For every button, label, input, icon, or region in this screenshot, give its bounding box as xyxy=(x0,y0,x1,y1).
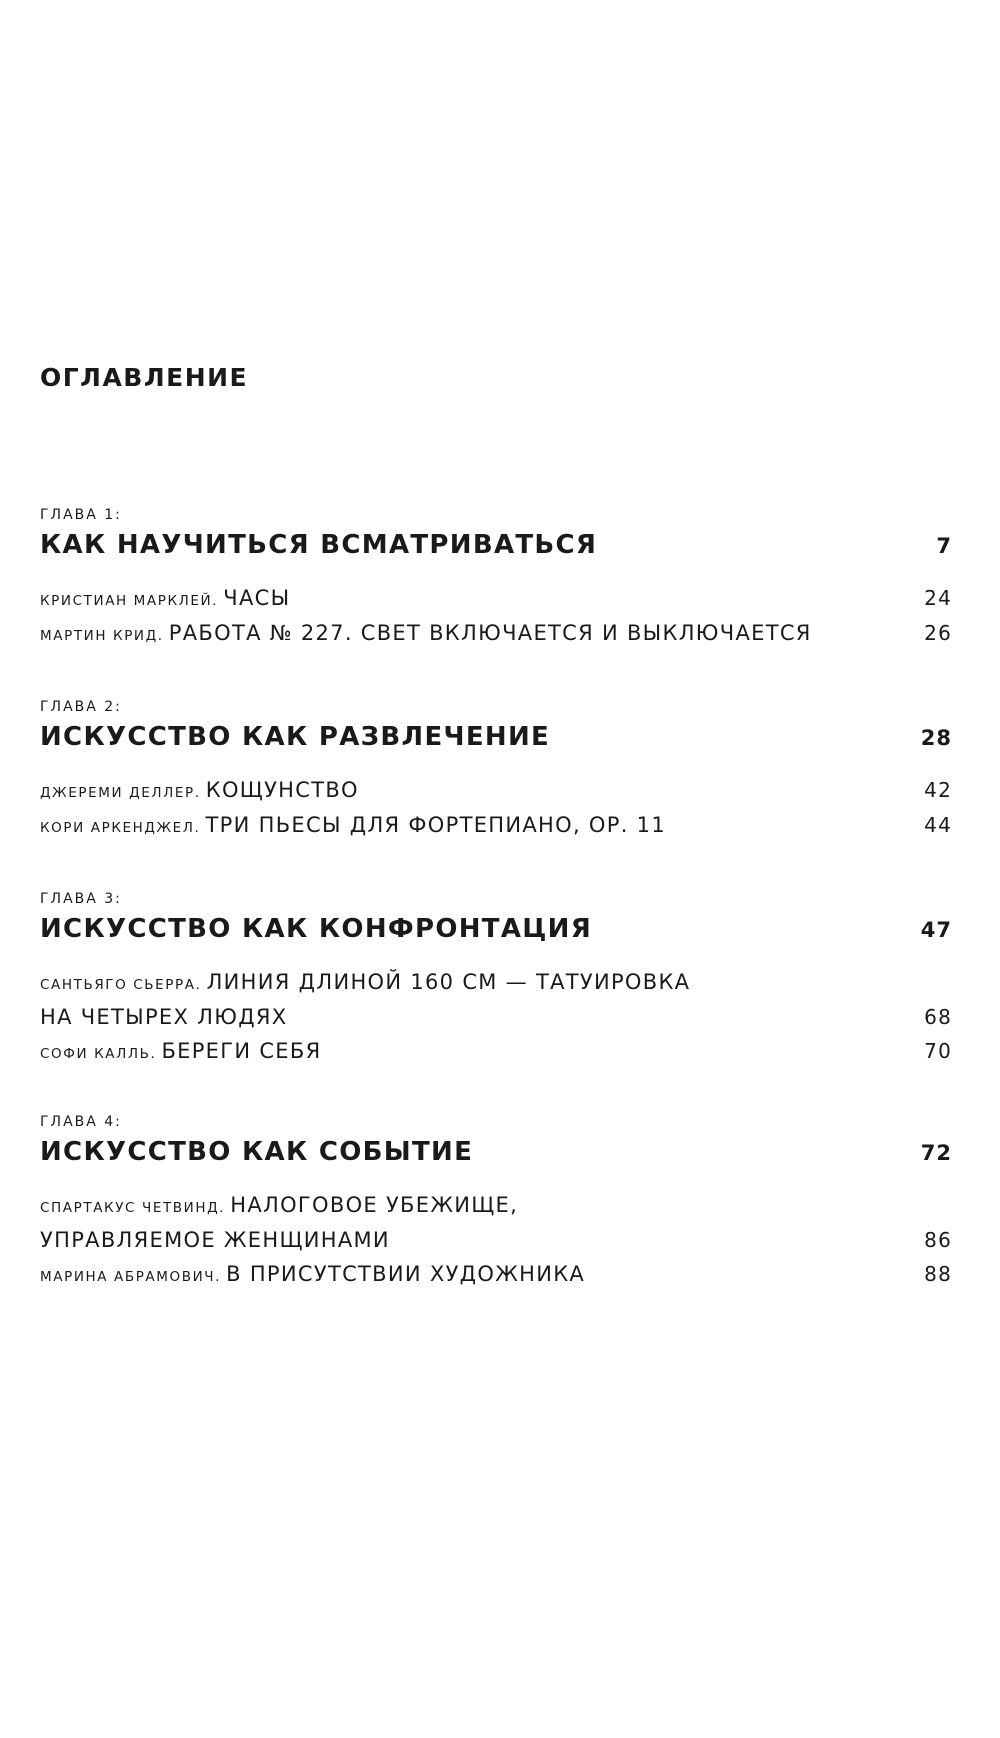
toc-entry[interactable] xyxy=(40,966,952,1001)
chapter-heading[interactable] xyxy=(40,527,952,564)
entry-work-title: ЧАСЫ xyxy=(223,586,291,610)
chapter-1 xyxy=(40,505,952,652)
entry-author: СОФИ КАЛЛЬ. xyxy=(40,1046,157,1062)
chapter-4 xyxy=(40,1112,952,1293)
chapter-label: ГЛАВА 4: xyxy=(40,1114,122,1130)
entry-work-title-line2: НА ЧЕТЫРЕХ ЛЮДЯХ xyxy=(40,1005,288,1029)
entry-work-title: ТРИ ПЬЕСЫ ДЛЯ ФОРТЕПИАНО, ОР. 11 xyxy=(205,813,666,837)
entry-author: КОРИ АРКЕНДЖЕЛ. xyxy=(40,820,201,836)
toc-title: ОГЛАВЛЕНИЕ xyxy=(40,363,249,392)
toc-entry[interactable] xyxy=(40,809,952,844)
chapter-label: ГЛАВА 1: xyxy=(40,507,122,523)
entry-page-number: 68 xyxy=(924,1005,952,1029)
entry-work-title: ЛИНИЯ ДЛИНОЙ 160 СМ — ТАТУИРОВКА xyxy=(206,970,691,994)
toc-entry-continuation[interactable] xyxy=(40,1001,952,1035)
toc-entry-continuation[interactable] xyxy=(40,1224,952,1258)
chapter-label: ГЛАВА 3: xyxy=(40,891,122,907)
toc-entry[interactable] xyxy=(40,582,952,617)
chapter-title: ИСКУССТВО КАК КОНФРОНТАЦИЯ xyxy=(40,914,593,944)
chapter-heading[interactable] xyxy=(40,1134,952,1171)
toc-entry[interactable] xyxy=(40,774,952,809)
toc-entry[interactable] xyxy=(40,1258,952,1293)
chapter-heading[interactable] xyxy=(40,911,952,948)
toc-entry[interactable] xyxy=(40,1035,952,1070)
entry-page-number: 24 xyxy=(924,586,952,610)
chapter-page-number: 7 xyxy=(936,534,952,558)
entry-author: МАРТИН КРИД. xyxy=(40,628,164,644)
entry-work-title: РАБОТА № 227. СВЕТ ВКЛЮЧАЕТСЯ И ВЫКЛЮЧАЕТСЯ xyxy=(168,621,812,645)
entry-work-title: В ПРИСУТСТВИИ ХУДОЖНИКА xyxy=(226,1262,586,1286)
entry-work-title: КОЩУНСТВО xyxy=(205,778,359,802)
entry-page-number: 44 xyxy=(924,813,952,837)
toc-entry[interactable] xyxy=(40,617,952,652)
entry-author: САНТЬЯГО СЬЕРРА. xyxy=(40,977,202,993)
entry-page-number: 86 xyxy=(924,1228,952,1252)
chapter-heading[interactable] xyxy=(40,719,952,756)
chapter-3 xyxy=(40,889,952,1070)
chapter-page-number: 47 xyxy=(920,918,952,942)
entry-author: СПАРТАКУС ЧЕТВИНД. xyxy=(40,1200,226,1216)
entry-work-title: БЕРЕГИ СЕБЯ xyxy=(161,1039,322,1063)
chapter-2 xyxy=(40,697,952,844)
entry-author: КРИСТИАН МАРКЛЕЙ. xyxy=(40,593,219,609)
chapter-page-number: 72 xyxy=(920,1141,952,1165)
chapter-title: КАК НАУЧИТЬСЯ ВСМАТРИВАТЬСЯ xyxy=(40,530,598,560)
chapter-title: ИСКУССТВО КАК РАЗВЛЕЧЕНИЕ xyxy=(40,722,551,752)
entry-author: МАРИНА АБРАМОВИЧ. xyxy=(40,1269,222,1285)
chapter-label: ГЛАВА 2: xyxy=(40,699,122,715)
chapter-title: ИСКУССТВО КАК СОБЫТИЕ xyxy=(40,1137,474,1167)
entry-page-number: 70 xyxy=(924,1039,952,1063)
toc-entry[interactable] xyxy=(40,1189,952,1224)
entry-page-number: 42 xyxy=(924,778,952,802)
entry-work-title-line2: УПРАВЛЯЕМОЕ ЖЕНЩИНАМИ xyxy=(40,1228,390,1252)
entry-author: ДЖЕРЕМИ ДЕЛЛЕР. xyxy=(40,785,201,801)
entry-page-number: 88 xyxy=(924,1262,952,1286)
entry-page-number: 26 xyxy=(924,621,952,645)
entry-work-title: НАЛОГОВОЕ УБЕЖИЩЕ, xyxy=(230,1193,519,1217)
chapter-page-number: 28 xyxy=(920,726,952,750)
